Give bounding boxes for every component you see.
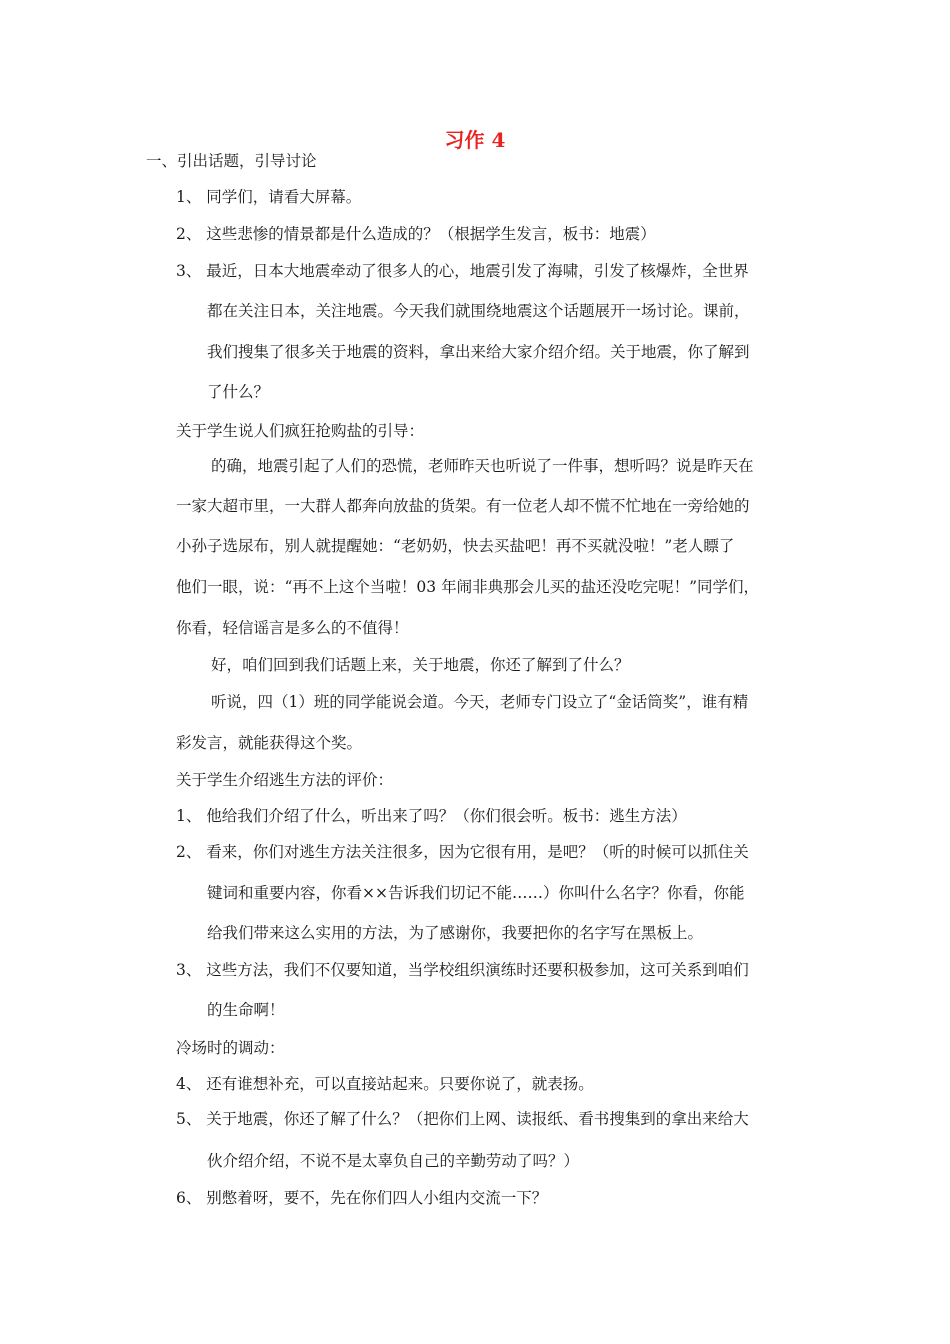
list-item: 6、 别憋着呀，要不，先在你们四人小组内交流一下？ xyxy=(176,1189,548,1207)
subheading: 冷场时的调动： xyxy=(176,1039,285,1057)
paragraph-line: 彩发言，就能获得这个奖。 xyxy=(176,734,363,752)
paragraph-line: 伙介绍介绍，不说不是太辜负自己的辛勤劳动了吗？） xyxy=(207,1152,580,1170)
list-item: 2、 这些悲惨的情景都是什么造成的？（根据学生发言，板书：地震） xyxy=(176,225,656,243)
list-item: 1、 同学们，请看大屏幕。 xyxy=(176,188,362,206)
heading-section-1: 一、引出话题，引导讨论 xyxy=(146,152,317,170)
paragraph-line: 都在关注日本，关注地震。今天我们就围绕地震这个话题展开一场讨论。课前， xyxy=(207,302,750,320)
list-item: 2、 看来，你们对逃生方法关注很多，因为它很有用，是吧？（听的时候可以抓住关 xyxy=(176,843,749,861)
paragraph-line: 键词和重要内容，你看××告诉我们切记不能……）你叫什么名字？你看，你能 xyxy=(207,884,745,902)
list-item: 3、 这些方法，我们不仅要知道，当学校组织演练时还要积极参加，这可关系到咱们 xyxy=(176,961,749,979)
paragraph-line: 的生命啊！ xyxy=(207,1001,285,1019)
list-item: 4、 还有谁想补充，可以直接站起来。只要你说了，就表扬。 xyxy=(176,1075,594,1093)
list-item: 3、 最近，日本大地震牵动了很多人的心，地震引发了海啸，引发了核爆炸，全世界 xyxy=(176,262,749,280)
paragraph-line: 一家大超市里，一大群人都奔向放盐的货架。有一位老人却不慌不忙地在一旁给她的 xyxy=(176,497,750,515)
list-item: 1、 他给我们介绍了什么，听出来了吗？（你们很会听。板书：逃生方法） xyxy=(176,807,687,825)
list-item: 5、 关于地震，你还了解了什么？（把你们上网、读报纸、看书搜集到的拿出来给大 xyxy=(176,1110,749,1128)
paragraph-line: 小孙子选尿布，别人就提醒她：“老奶奶，快去买盐吧！再不买就没啦！”老人瞟了 xyxy=(176,537,735,555)
paragraph-line: 他们一眼，说：“再不上这个当啦！03 年闹非典那会儿买的盐还没吃完呢！”同学们， xyxy=(176,578,760,596)
paragraph-line: 听说，四（1）班的同学能说会道。今天，老师专门设立了“金话筒奖”，谁有精 xyxy=(211,693,749,711)
paragraph-line: 给我们带来这么实用的方法，为了感谢你，我要把你的名字写在黑板上。 xyxy=(207,924,704,942)
subheading: 关于学生说人们疯狂抢购盐的引导： xyxy=(176,422,425,440)
document-title: 习作 4 xyxy=(444,128,506,152)
subheading: 关于学生介绍逃生方法的评价： xyxy=(176,771,394,789)
paragraph-line: 你看，轻信谣言是多么的不值得！ xyxy=(176,619,409,637)
paragraph-line: 我们搜集了很多关于地震的资料，拿出来给大家介绍介绍。关于地震，你了解到 xyxy=(207,343,750,361)
paragraph-line: 好，咱们回到我们话题上来，关于地震，你还了解到了什么？ xyxy=(211,656,630,674)
paragraph-line: 的确，地震引起了人们的恐慌，老师昨天也听说了一件事，想听吗？说是昨天在 xyxy=(211,457,754,475)
paragraph-line: 了什么？ xyxy=(207,383,270,401)
